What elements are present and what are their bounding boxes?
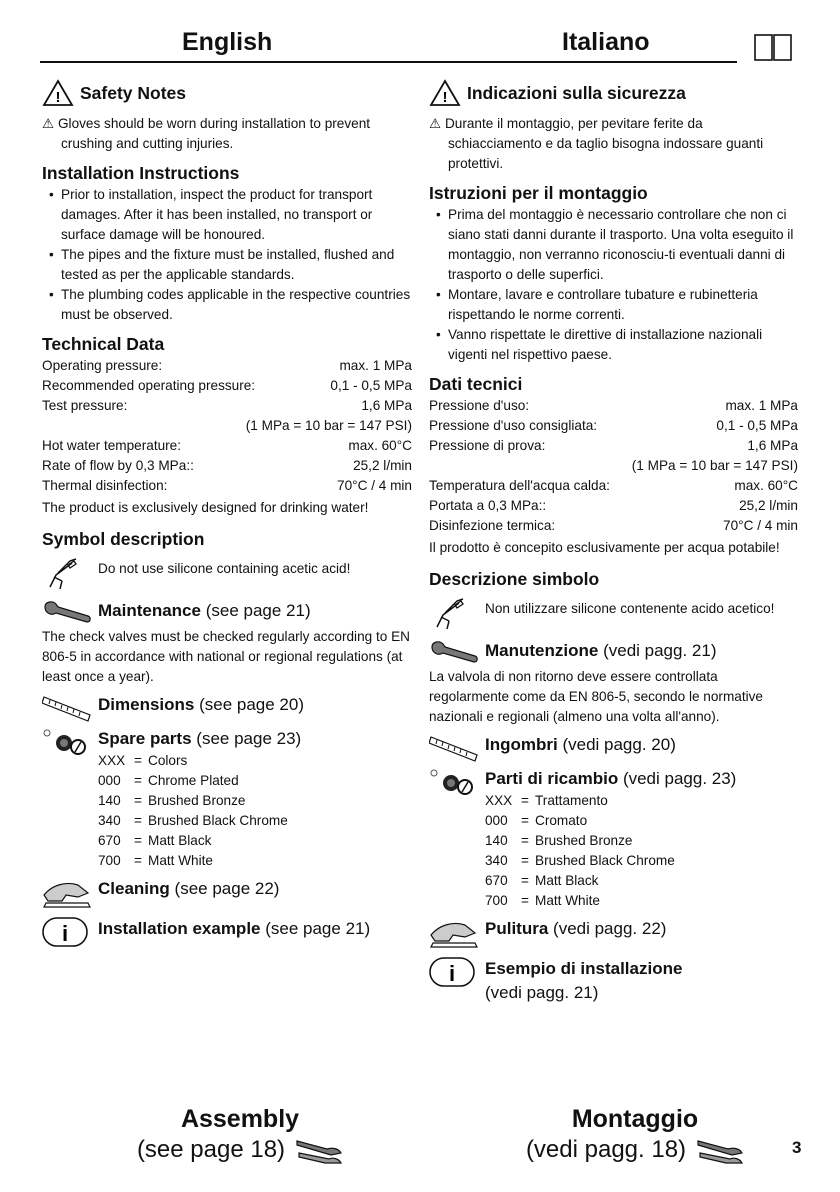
install-title: Istruzioni per il montaggio: [429, 183, 648, 203]
header-title-italiano: Italiano: [562, 28, 650, 56]
small-warning-icon: ⚠: [42, 116, 58, 131]
tech-title: Technical Data: [42, 334, 165, 354]
english-column: [42, 78, 412, 947]
safety-title: Safety Notes: [80, 83, 187, 103]
svg-text:i: i: [61, 921, 69, 946]
page-number: 3: [792, 1138, 802, 1157]
silicone-gun-icon: [42, 555, 82, 591]
install-item: • The pipes and the fixture must be installed, flushed and tested as per the applicable standards.: [42, 245, 412, 285]
cleaning-hand-icon: [429, 917, 479, 949]
info-icon: [42, 917, 88, 947]
assembly-title: Assembly: [180, 1105, 300, 1133]
header-title-english: English: [182, 28, 273, 56]
ruler-icon: [429, 733, 479, 763]
example-symbol: [429, 957, 798, 1005]
example-ref: (vedi pagg. 21): [485, 983, 599, 1002]
header-rule: [40, 61, 737, 63]
safety-heading: [429, 78, 798, 108]
install-item: • Vanno rispettate le direttive di installazione nazionali vigenti nel rispettivo paese.: [429, 325, 798, 365]
install-item: • Prior to installation, inspect the product for transport damages. After it has been installed, no transport or surface damage will be honoured.: [42, 185, 412, 245]
tech-row: Test pressure: 1,6 MPa: [42, 398, 412, 413]
maintenance-text: La valvola di non ritorno deve essere controllata regolarmente come da EN 806-5, secondo le normative nazionali e regionali (almeno una volta all'anno).: [429, 669, 763, 724]
maintenance-text: The check valves must be checked regularly according to EN 806-5 in accordance with national or regional regulations (at least once a year).: [42, 629, 410, 684]
tech-row: Operating pressure: max. 1 MPa: [42, 358, 412, 373]
info-icon: [429, 957, 475, 987]
maintenance-title: Maintenance: [98, 601, 201, 620]
cleaning-ref: (see page 22): [174, 879, 280, 898]
install-item: • Montare, lavare e controllare tubature e rubinetteria rispettando le norme correnti.: [429, 285, 798, 325]
tech-row: Hot water temperature: max. 60°C: [42, 438, 412, 453]
cleaning-hand-icon: [42, 877, 92, 909]
assembly-ref: (vedi pagg. 18): [525, 1136, 687, 1163]
safety-text: ⚠ Durante il montaggio, per pevitare ferite da schiacciamento e da taglio bisogna indossare guanti protettivi.: [429, 116, 764, 171]
spare-list: XXX = Trattamento 000 = Cromato 140 = Brushed Bronze 340 = Brushed Black Chrome 670 = Matt Black 700 = Matt White: [485, 793, 675, 908]
tech-row: Pressione d'uso: max. 1 MPa: [429, 398, 798, 413]
tech-row: Disinfezione termica: 70°C / 4 min: [429, 518, 798, 533]
tech-row: Thermal disinfection: 70°C / 4 min: [42, 478, 412, 493]
tech-note: Il prodotto è concepito esclusivamente per acqua potabile!: [429, 540, 780, 555]
example-symbol: [42, 917, 412, 947]
cleaning-symbol: [42, 877, 412, 909]
silicone-text: Do not use silicone containing acetic acid!: [98, 561, 351, 576]
install-item: • Prima del montaggio è necessario controllare che non ci siano stati danni durante il trasporto. Una volta eseguito il montaggio, non verranno riconosciu-ti eventuali danni di trasporto o delle superfici.: [429, 205, 798, 285]
warning-icon: [42, 79, 74, 107]
maintenance-symbol: [429, 639, 798, 665]
cleaning-title: Cleaning: [98, 879, 170, 898]
spare-title: Parti di ricambio: [485, 769, 619, 788]
wrench-icon: [42, 599, 92, 625]
tech-title: Dati tecnici: [429, 374, 523, 394]
tech-row: Pressione di prova: 1,6 MPa: [429, 438, 798, 453]
dimensions-symbol: [429, 733, 798, 763]
cleaning-title: Pulitura: [485, 919, 549, 938]
safety-heading: [42, 78, 412, 108]
book-icon: [754, 34, 792, 62]
silicone-symbol: [429, 595, 798, 631]
tech-row: Rate of flow by 0,3 MPa:: 25,2 l/min: [42, 458, 412, 473]
small-warning-icon: ⚠: [429, 116, 445, 131]
maintenance-ref: (vedi pagg. 21): [603, 641, 717, 660]
assembly-footer-italian: [500, 1104, 770, 1166]
spare-parts-icon: [42, 727, 92, 759]
italian-column: [429, 78, 798, 1005]
spare-parts-icon: [429, 767, 479, 799]
install-item: • The plumbing codes applicable in the respective countries must be observed.: [42, 285, 412, 325]
symbol-title: Symbol description: [42, 529, 205, 549]
spare-title: Spare parts: [98, 729, 192, 748]
assembly-footer-english: [110, 1104, 370, 1166]
assembly-ref: (see page 18): [136, 1136, 286, 1163]
safety-text: ⚠ Gloves should be worn during installation to prevent crushing and cutting injuries.: [42, 116, 371, 151]
tech-row: Recommended operating pressure: 0,1 - 0,5 MPa: [42, 378, 412, 393]
ruler-icon: [42, 693, 92, 723]
dimensions-ref: (vedi pagg. 20): [562, 735, 676, 754]
silicone-gun-icon: [429, 595, 469, 631]
symbol-title: Descrizione simbolo: [429, 569, 600, 589]
svg-text:i: i: [448, 961, 456, 986]
svg-text:!: !: [442, 89, 448, 106]
maintenance-ref: (see page 21): [205, 601, 311, 620]
install-title: Installation Instructions: [42, 163, 240, 183]
maintenance-title: Manutenzione: [485, 641, 599, 660]
example-title: Esempio di installazione: [485, 959, 683, 978]
cleaning-ref: (vedi pagg. 22): [553, 919, 667, 938]
wrench-icon: [429, 639, 479, 665]
silicone-text: Non utilizzare silicone contenente acido acetico!: [485, 601, 775, 616]
cleaning-symbol: [429, 917, 798, 949]
spare-parts-symbol: [42, 727, 412, 871]
example-ref: (see page 21): [265, 919, 371, 938]
dimensions-title: Ingombri: [485, 735, 558, 754]
tech-row: Portata a 0,3 MPa:: 25,2 l/min: [429, 498, 798, 513]
tech-row: (1 MPa = 10 bar = 147 PSI): [245, 418, 412, 433]
maintenance-symbol: [42, 599, 412, 625]
dimensions-title: Dimensions: [98, 695, 195, 714]
tech-note: The product is exclusively designed for drinking water!: [42, 500, 369, 515]
tech-row: Pressione d'uso consigliata: 0,1 - 0,5 MPa: [429, 418, 798, 433]
svg-text:!: !: [55, 89, 61, 106]
dimensions-ref: (see page 20): [199, 695, 304, 714]
spare-ref: (see page 23): [196, 729, 302, 748]
dimensions-symbol: [42, 693, 412, 723]
spare-list: XXX = Colors 000 = Chrome Plated 140 = Brushed Bronze 340 = Brushed Black Chrome 670 = Matt Black 700 = Matt White: [98, 753, 288, 868]
spare-ref: (vedi pagg. 23): [622, 769, 737, 788]
warning-icon: [429, 79, 461, 107]
tech-row: Temperatura dell'acqua calda: max. 60°C: [429, 478, 798, 493]
example-title: Installation example: [98, 919, 261, 938]
tech-row: (1 MPa = 10 bar = 147 PSI): [631, 458, 798, 473]
safety-title: Indicazioni sulla sicurezza: [467, 83, 686, 103]
wrenches-icon: [696, 1135, 744, 1165]
assembly-title: Montaggio: [571, 1105, 699, 1133]
silicone-symbol: [42, 555, 412, 591]
spare-parts-symbol: [429, 767, 798, 911]
wrenches-icon: [295, 1135, 343, 1165]
